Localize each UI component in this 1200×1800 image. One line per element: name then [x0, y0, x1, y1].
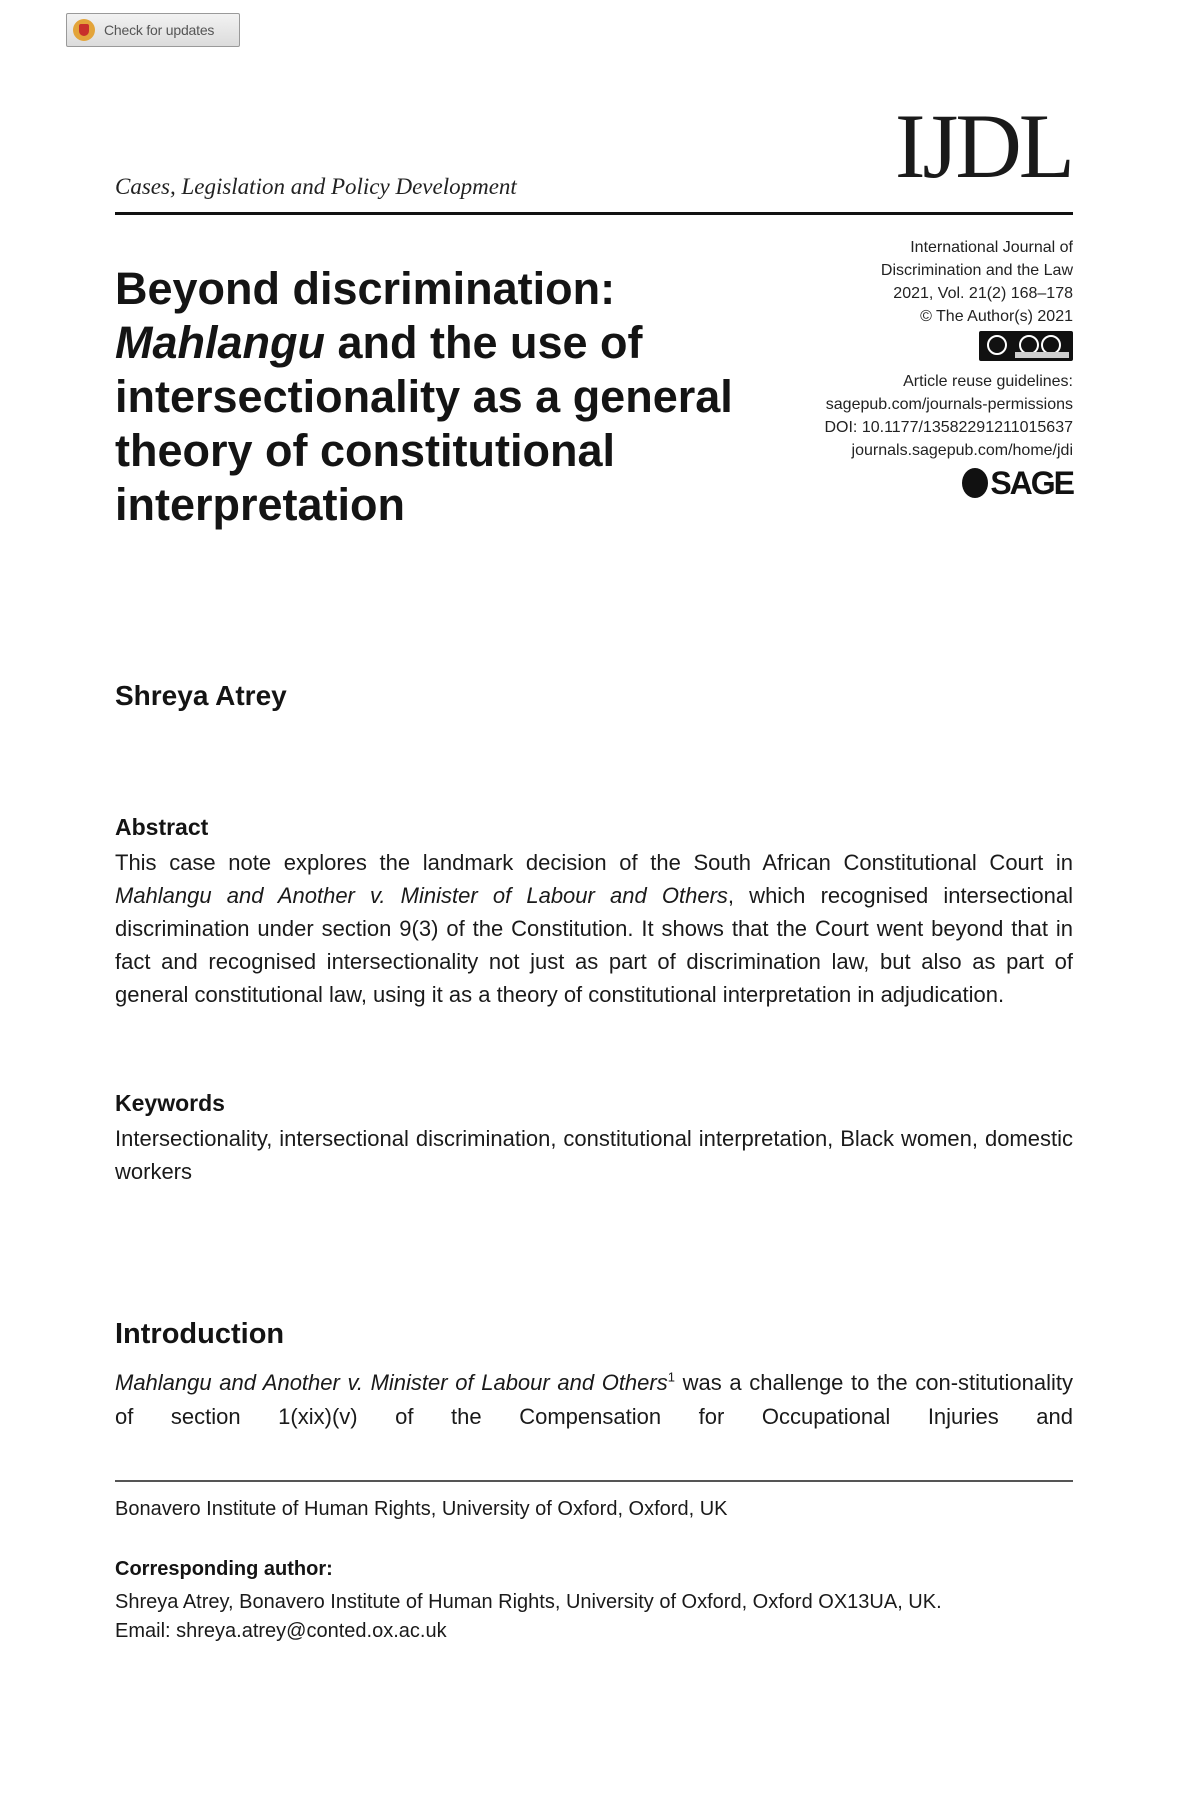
publisher-logo: SAGE — [962, 468, 1073, 498]
abstract-body: This case note explores the landmark decision of the South African Constitutional Court in Mahlangu and Another v. Minister of Labour and Others, which recognised intersectional discrimination under section 9(3) of the Constitution. It shows that the Court went beyond that in fact and recognised intersectionality not just as part of discrimination law, but also as part of general constitutional law, using it as a theory of constitutional interpretation in adjudication. — [115, 850, 1073, 1007]
introduction-body: Mahlangu and Another v. Minister of Labour and Others$^1$ was a challenge to the con-stitutionality of section 1(xix)(v) of the Compensation for Occupational Injuries and — [115, 1369, 1073, 1429]
abstract-case-name: Mahlangu and Another v. Minister of Labour and Others — [115, 883, 728, 908]
crossmark-icon — [73, 19, 95, 41]
keywords-heading: Keywords — [115, 1090, 225, 1116]
corresponding-address: Shreya Atrey, Bonavero Institute of Human Rights, University of Oxford, Oxford OX13UA, UK. — [115, 1591, 942, 1613]
corresponding-email[interactable]: Email: shreya.atrey@conted.ox.ac.uk — [115, 1620, 447, 1642]
corresponding-author-details — [115, 1588, 942, 1646]
reuse-link[interactable]: sagepub.com/journals-permissions — [825, 396, 1073, 413]
journal-site-link[interactable]: journals.sagepub.com/home/jdi — [851, 442, 1073, 459]
journal-name-line-2: Discrimination and the Law — [880, 262, 1073, 279]
article-title — [115, 262, 735, 532]
journal-name-line-1: International Journal of — [910, 239, 1073, 256]
title-italic-case: Mahlangu — [115, 317, 325, 368]
sage-mark-icon — [962, 468, 988, 498]
section-label: Cases, Legislation and Policy Development — [115, 174, 517, 199]
check-for-updates-button[interactable] — [66, 13, 240, 47]
copyright: © The Author(s) 2021 — [920, 308, 1073, 325]
article-metadata — [743, 236, 1073, 505]
corresponding-author-heading: Corresponding author: — [115, 1558, 333, 1580]
intro-case-name: Mahlangu and Another v. Minister of Labour and Others — [115, 1370, 668, 1395]
title-part-2: and the use of intersectionality as a general theory of constitutional interpretation — [115, 317, 733, 530]
title-part-1: Beyond discrimination: — [115, 263, 616, 314]
abstract-heading: Abstract — [115, 814, 209, 840]
header-divider — [115, 212, 1073, 215]
reuse-label: Article reuse guidelines: — [903, 373, 1073, 390]
author-name: Shreya Atrey — [115, 680, 287, 711]
introduction-heading: Introduction — [115, 1318, 285, 1350]
journal-logo: IJDL — [894, 95, 1072, 197]
footnote-divider — [115, 1480, 1073, 1482]
footnote-marker[interactable]: 1 — [667, 1369, 675, 1385]
keywords-list: Intersectionality, intersectional discrimination, constitutional interpretation, Black women, domestic workers — [115, 1126, 1073, 1184]
volume-info: 2021, Vol. 21(2) 168–178 — [893, 285, 1073, 302]
author-affiliation: Bonavero Institute of Human Rights, University of Oxford, Oxford, UK — [115, 1498, 728, 1520]
check-for-updates-label: Check for updates — [104, 22, 215, 38]
cc-license-icon[interactable] — [979, 331, 1073, 361]
doi[interactable]: DOI: 10.1177/13582291211015637 — [824, 419, 1073, 436]
